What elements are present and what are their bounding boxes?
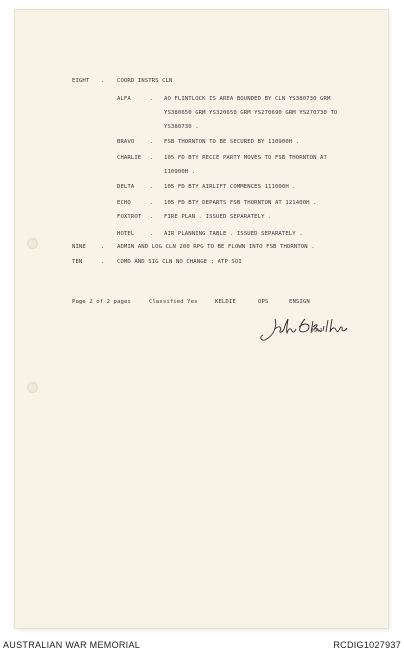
line-text: 105 FD BTY RECCE PARTY MOVES TO FSB THORNTON AT xyxy=(164,155,327,161)
sub-label: ECHO xyxy=(117,200,131,206)
line-text: AIR PLANNING TABLE . ISSUED SEPARATELY . xyxy=(164,231,303,237)
line-text: 110900H . xyxy=(164,169,196,175)
separator: . xyxy=(101,259,105,265)
para-number: EIGHT xyxy=(72,78,90,84)
footer-source: AUSTRALIAN WAR MEMORIAL xyxy=(3,640,141,650)
sub-label: HOTEL xyxy=(117,231,135,237)
separator: . xyxy=(101,244,105,250)
separator: . xyxy=(150,96,154,102)
separator: . xyxy=(150,184,154,190)
line-text: 105 FD BTY AIRLIFT COMMENCES 111000H . xyxy=(164,184,296,190)
codeword: KELDIE xyxy=(215,299,236,305)
line-text: FSB THORNTON TO BE SECURED BY 110900H . xyxy=(164,139,300,145)
separator: . xyxy=(150,214,154,220)
line-text: COORD INSTRS CLN xyxy=(117,78,173,84)
separator: . xyxy=(101,78,105,84)
punch-hole xyxy=(27,382,38,393)
line-text: 105 FD BTY DEPARTS FSB THORNTON AT 121400H . xyxy=(164,200,317,206)
line-text: ADMIN AND LOG CLN 200 RPG TO BE FLOWN INTO FSB THORNTON . xyxy=(117,244,315,250)
punch-hole xyxy=(27,238,38,249)
ops-label: OPS xyxy=(258,299,269,305)
classification: Classified Yes xyxy=(149,299,198,305)
page-info: Page 2 of 2 pages xyxy=(72,299,131,305)
line-text: YS380730 . xyxy=(164,124,199,130)
line-text: COMD AND SIG CLN NO CHANGE ; ATP SOI xyxy=(117,259,242,265)
ensign-label: ENSIGN xyxy=(289,299,310,305)
separator: . xyxy=(150,200,154,206)
handwritten-signature xyxy=(255,313,360,343)
sub-label: BRAVO xyxy=(117,139,135,145)
line-text: YS380650 GRM YS320650 GRM YS270690 GRM YS270730 TO xyxy=(164,110,338,116)
sub-label: CHARLIE xyxy=(117,155,142,161)
footer-record-id: RCDIG1027937 xyxy=(333,640,401,650)
separator: . xyxy=(150,155,154,161)
separator: . xyxy=(150,139,154,145)
para-number: NINE xyxy=(72,244,86,250)
signatory-rank: MAJ xyxy=(312,328,323,334)
para-number: TEN xyxy=(72,259,83,265)
separator: . xyxy=(150,231,154,237)
sub-label: ALFA xyxy=(117,96,131,102)
sub-label: FOXTROT xyxy=(117,214,142,220)
line-text: AO FLINTLOCK IS AREA BOUNDED BY CLN YS380730 GRM xyxy=(164,96,331,102)
sub-label: DELTA xyxy=(117,184,135,190)
line-text: FIRE PLAN . ISSUED SEPARATELY . xyxy=(164,214,272,220)
